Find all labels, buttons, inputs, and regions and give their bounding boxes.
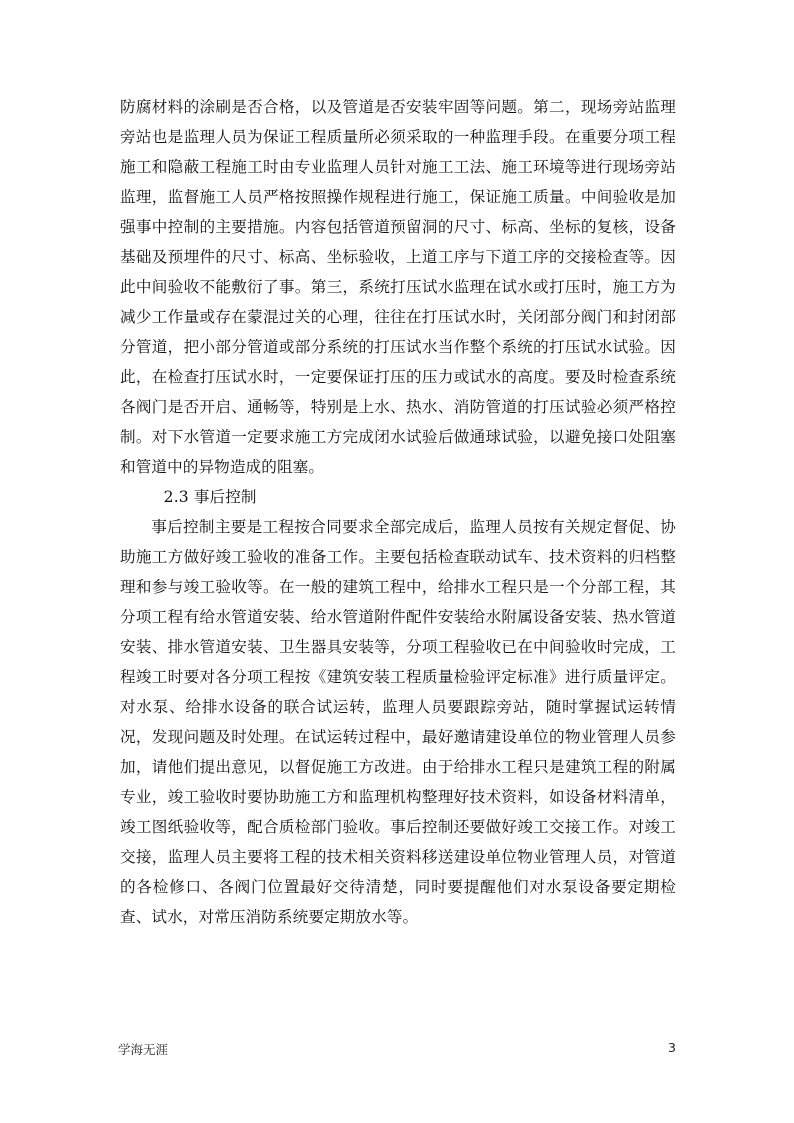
continued-paragraph: 防腐材料的涂刷是否合格，以及管道是否安装牢固等问题。第二，现场旁站监理旁站也是监理人员为保证工程质量所必须采取的一种监理手段。在重要分项工程施工和隐蔽工程施工时由专业监理人员针对施工工法、施工环境等进行现场旁站监理，监督施工人员严格按照操作规程进行施工，保证施工质量。中间验收是加强事中控制的主要措施。内容包括管道预留洞的尺寸、标高、坐标的复核，设备基础及预埋件的尺寸、标高、坐标验收，上道工序与下道工序的交接检查等。因此中间验收不能敷衍了事。第三，系统打压试水监理在试水或打压时，施工方为减少工作量或存在蒙混过关的心理，往往在打压试水时，关闭部分阀门和封闭部分管道，把小部分管道或部分系统的打压试水当作整个系统的打压试水试验。因此，在检查打压试水时，一定要保证打压的压力或试水的高度。要及时检查系统各阀门是否开启、通畅等，特别是上水、热水、消防管道的打压试验必须严格控制。对下水管道一定要求施工方完成闭水试验后做通球试验，以避免接口处阻塞和管道中的异物造成的阻塞。 <box>120 98 676 476</box>
page-number: 3 <box>668 1040 676 1055</box>
footer-left-text: 学海无涯 <box>118 1042 169 1057</box>
section-paragraph: 事后控制主要是工程按合同要求全部完成后，监理人员按有关规定督促、协助施工方做好竣工验收的准备工作。主要包括检查联动试车、技术资料的归档整理和参与竣工验收等。在一般的建筑工程中，给排水工程只是一个分部工程，其分项工程有给水管道安装、给水管道附件配件安装给水附属设备安装、热水管道安装、排水管道安装、卫生器具安装等，分项工程验收已在中间验收时完成，工程竣工时要对各分项工程按《建筑安装工程质量检验评定标准》进行质量评定。对水泵、给排水设备的联合试运转，监理人员要跟踪旁站，随时掌握试运转情况，发现问题及时处理。在试运转过程中，最好邀请建设单位的物业管理人员参加，请他们提出意见，以督促施工方改进。由于给排水工程只是建筑工程的附属专业，竣工验收时要协助施工方和监理机构整理好技术资料，如设备材料清单，竣工图纸验收等，配合质检部门验收。事后控制还要做好竣工交接工作。对竣工交接，监理人员主要将工程的技术相关资料移送建设单位物业管理人员，对管道的各检修口、各阀门位置最好交待清楚，同时要提醒他们对水泵设备要定期检查、试水，对常压消防系统要定期放水等。 <box>120 518 676 926</box>
section-heading: 2.3 事后控制 <box>163 488 257 506</box>
body-text <box>120 92 676 932</box>
